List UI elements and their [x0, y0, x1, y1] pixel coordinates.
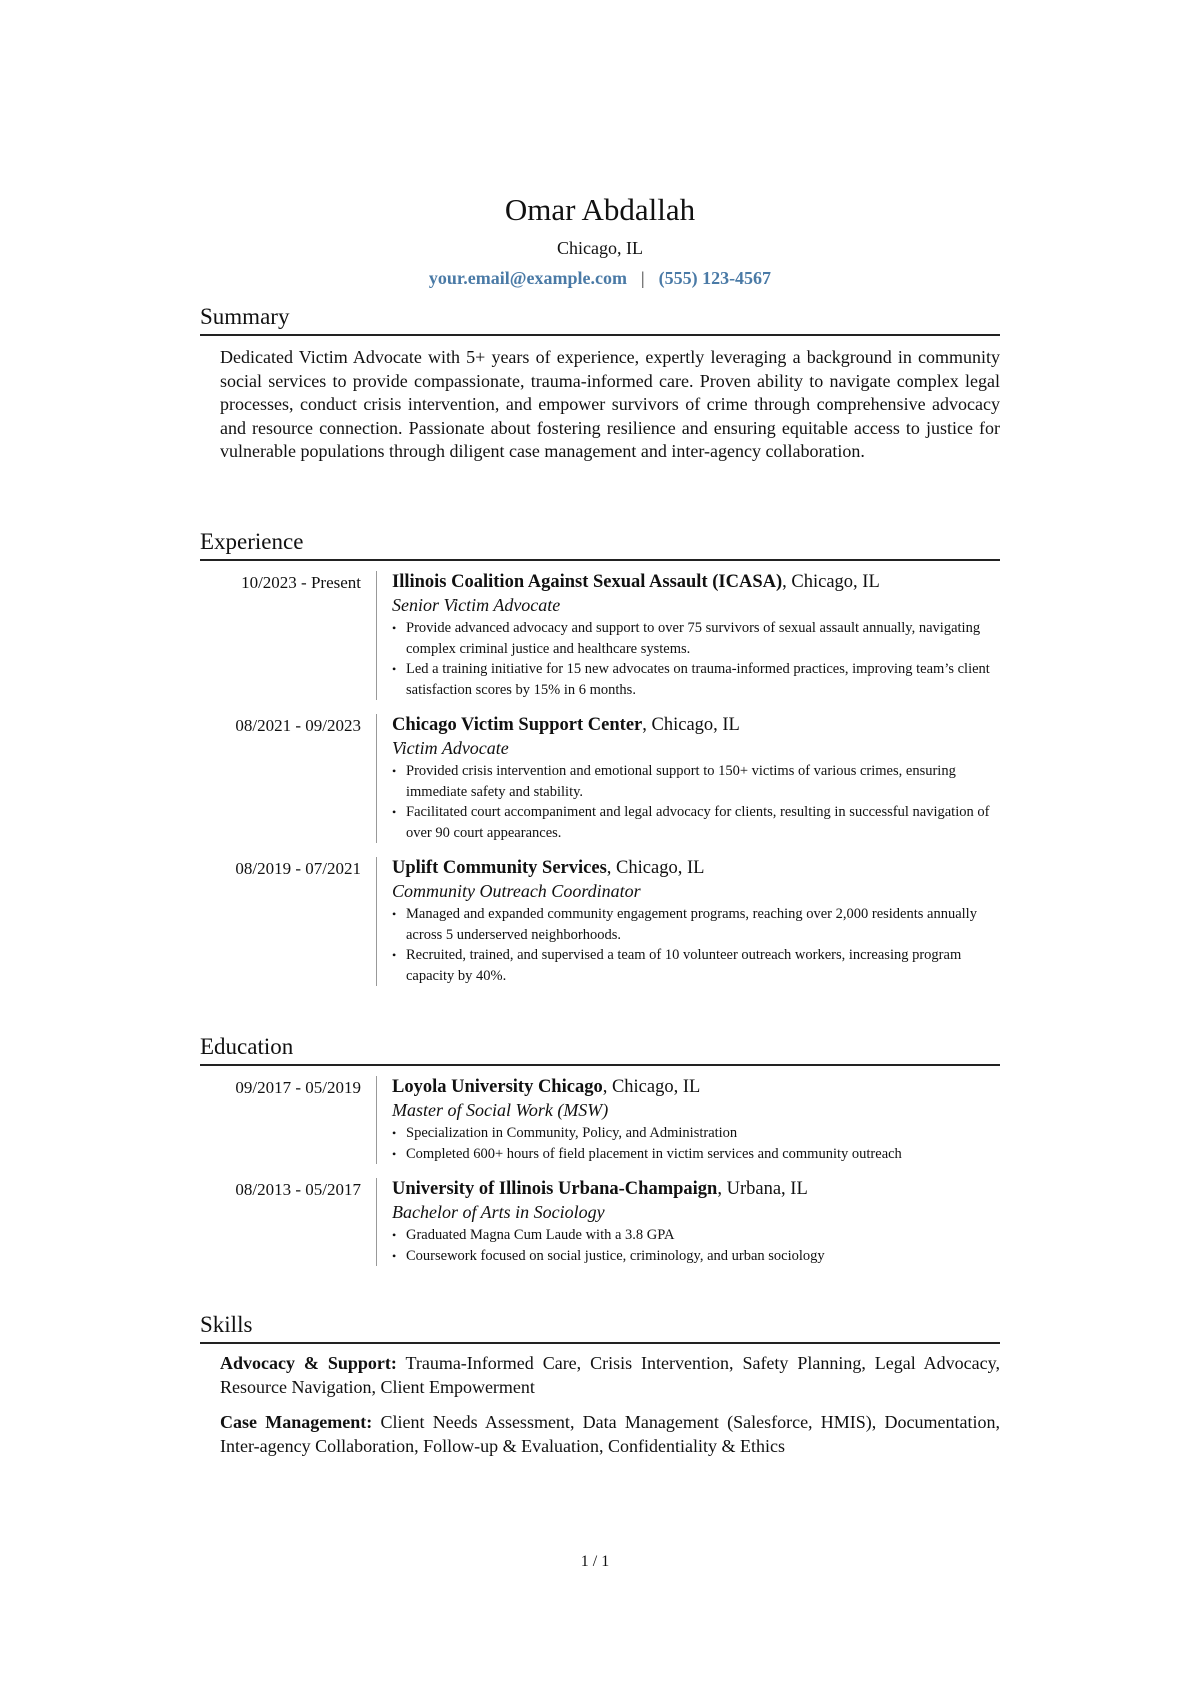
entry-bullets	[392, 618, 1000, 700]
skill-group	[220, 1411, 1000, 1458]
entry-dates: 08/2013 - 05/2017	[235, 1180, 361, 1199]
bullet-item: • Recruited, trained, and supervised a team of 10 volunteer outreach workers, increasing program capacity by 40%.	[392, 945, 1000, 986]
entry-heading	[392, 571, 1000, 594]
education-entry	[200, 1076, 1000, 1164]
entry-location: , Chicago, IL	[602, 1077, 701, 1097]
entry-dates: 09/2017 - 05/2019	[235, 1078, 361, 1097]
skill-group-items: Trauma-Informed Care, Crisis Intervention, Safety Planning, Legal Advocacy, Resource Navigation, Client Empowerment	[220, 1353, 1000, 1397]
candidate-name: Omar Abdallah	[504, 192, 696, 227]
entry-body	[376, 1178, 1000, 1266]
education-entry	[200, 1178, 1000, 1266]
entry-degree: Bachelor of Arts in Sociology	[392, 1202, 605, 1222]
entry-organization: Uplift Community Services	[392, 858, 607, 878]
entry-body	[376, 1076, 1000, 1164]
entry-organization: Illinois Coalition Against Sexual Assault (ICASA)	[392, 572, 783, 592]
bullet-item: • Provided crisis intervention and emotional support to 150+ victims of various crimes, ensuring immediate safety and stability.	[392, 761, 1000, 802]
entry-location: , Chicago, IL	[782, 572, 880, 592]
email-link[interactable]: your.email@example.com	[428, 268, 627, 288]
bullet-item: • Coursework focused on social justice, criminology, and urban sociology	[392, 1246, 1000, 1267]
bullet-item: • Managed and expanded community engagement programs, reaching over 2,000 residents annually across 5 underserved neighborhoods.	[392, 904, 1000, 945]
resume-header	[200, 190, 1000, 290]
entry-location: , Chicago, IL	[642, 715, 740, 735]
entry-bullets	[392, 904, 1000, 986]
section-title-summary: Summary	[200, 302, 1000, 336]
entry-heading	[392, 1076, 1000, 1099]
bullet-item: • Facilitated court accompaniment and legal advocacy for clients, resulting in successful navigation of over 90 court appearances.	[392, 802, 1000, 843]
entry-role: Victim Advocate	[392, 738, 509, 758]
skill-group	[220, 1352, 1000, 1399]
entry-bullets	[392, 761, 1000, 843]
experience-entry	[200, 571, 1000, 700]
section-title-education: Education	[200, 1032, 1000, 1066]
entry-dates: 08/2019 - 07/2021	[235, 859, 361, 878]
entry-heading	[392, 857, 1000, 880]
bullet-item: • Provide advanced advocacy and support to over 75 survivors of sexual assault annually, navigating complex criminal justice and healthcare systems.	[392, 618, 1000, 659]
entry-organization: Chicago Victim Support Center	[392, 715, 643, 735]
entry-body	[376, 714, 1000, 843]
entry-location: , Urbana, IL	[717, 1179, 808, 1199]
entry-role: Senior Victim Advocate	[392, 595, 561, 615]
entry-body	[376, 857, 1000, 986]
phone-link[interactable]: (555) 123-4567	[658, 268, 772, 288]
section-title-skills: Skills	[200, 1310, 1000, 1344]
skill-group-label: Case Management:	[220, 1412, 373, 1432]
experience-section	[200, 527, 1000, 986]
entry-role: Community Outreach Coordinator	[392, 881, 641, 901]
summary-text: Dedicated Victim Advocate with 5+ years of experience, expertly leveraging a background in community social services to provide compassionate, trauma-informed care. Proven ability to navigate complex legal processes, conduct crisis intervention, and empower survivors of crime through comprehensive advocacy and resource connection. Passionate about fostering resilience and ensuring equitable access to justice for vulnerable populations through diligent case management and inter-agency collaboration.	[220, 347, 1000, 461]
entry-location: , Chicago, IL	[606, 858, 705, 878]
entry-bullets	[392, 1123, 1000, 1164]
education-section	[200, 1032, 1000, 1266]
skills-section	[200, 1310, 1000, 1458]
entry-body	[376, 571, 1000, 700]
section-title-experience: Experience	[200, 527, 1000, 561]
bullet-item: • Led a training initiative for 15 new advocates on trauma-informed practices, improving team’s client satisfaction scores by 15% in 6 months.	[392, 659, 1000, 700]
experience-entry	[200, 714, 1000, 843]
contact-separator: |	[640, 268, 645, 288]
experience-entry	[200, 857, 1000, 986]
entry-dates: 10/2023 - Present	[241, 573, 361, 592]
entry-heading	[392, 714, 1000, 737]
bullet-item: • Specialization in Community, Policy, and Administration	[392, 1123, 1000, 1144]
contact-line	[200, 266, 1000, 290]
entry-institution: Loyola University Chicago	[392, 1077, 603, 1097]
skill-group-label: Advocacy & Support:	[220, 1353, 397, 1373]
bullet-item: • Completed 600+ hours of field placement in victim services and community outreach	[392, 1144, 1000, 1165]
entry-degree: Master of Social Work (MSW)	[392, 1100, 609, 1120]
entry-heading	[392, 1178, 1000, 1201]
entry-dates: 08/2021 - 09/2023	[235, 716, 361, 735]
page-number: 1 / 1	[580, 1553, 610, 1570]
entry-institution: University of Illinois Urbana-Champaign	[392, 1179, 718, 1199]
candidate-location: Chicago, IL	[557, 238, 643, 258]
summary-section	[200, 302, 1000, 464]
bullet-item: • Graduated Magna Cum Laude with a 3.8 GPA	[392, 1225, 1000, 1246]
entry-bullets	[392, 1225, 1000, 1266]
skill-group-items: Client Needs Assessment, Data Management (Salesforce, HMIS), Documentation, Inter-agency Collaboration, Follow-up & Evaluation, Confidentiality & Ethics	[220, 1412, 1001, 1456]
